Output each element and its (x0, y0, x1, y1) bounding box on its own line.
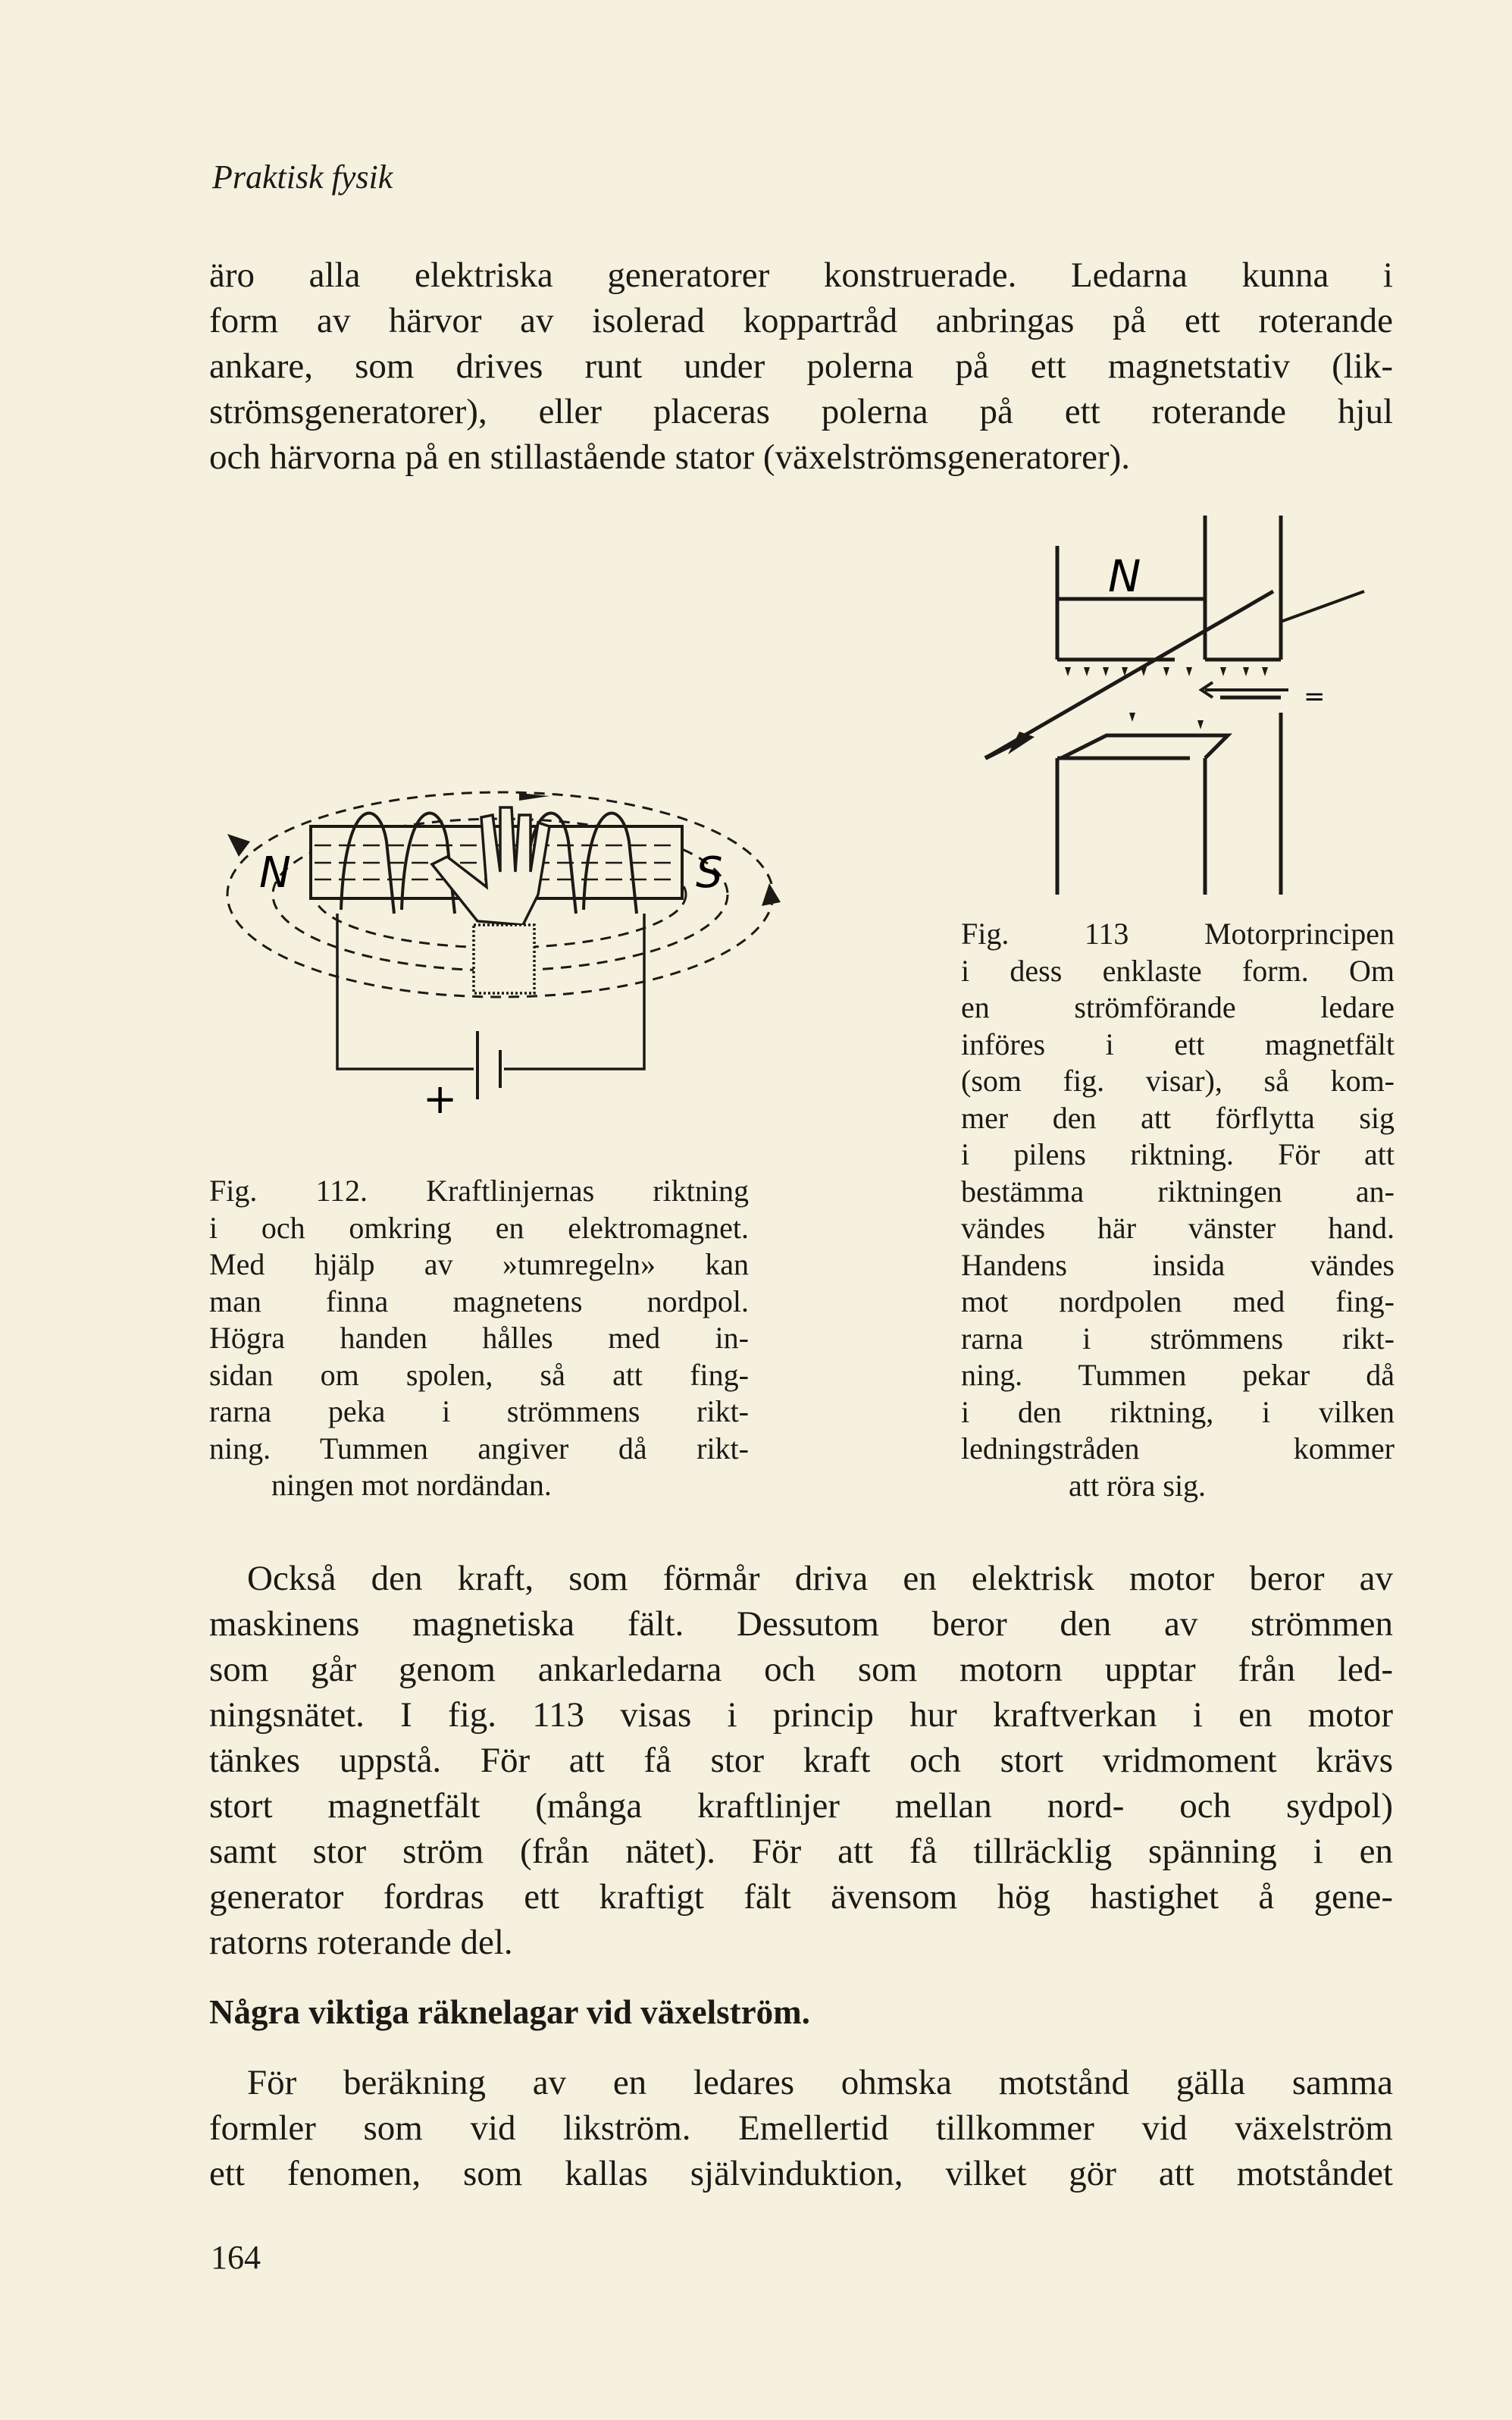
caption-line: i den riktning, i vilken (961, 1394, 1395, 1429)
text-line: äro alla elektriska generatorer konstruerade. Ledarna kunna i (209, 255, 1393, 295)
figure-113-motor-principle (978, 485, 1387, 910)
text-line: tänkes uppstå. För att få stor kraft och stort vridmoment krävs (209, 1741, 1393, 1780)
caption-line: Handens insida vändes (961, 1247, 1395, 1282)
caption-line: införes i ett magnetfält (961, 1027, 1395, 1061)
caption-line: att röra sig. (1069, 1468, 1207, 1503)
text-line: ankare, som drives runt under polerna på ett magnetstativ (lik- (209, 346, 1393, 386)
caption-line: Fig. 112. Kraftlinjernas riktning (209, 1174, 749, 1208)
text-line: strömsgeneratorer), eller placeras polerna på ett roterande hjul (209, 392, 1393, 431)
caption-line: ning. Tummen angiver då rikt- (209, 1431, 749, 1465)
field-arrow-icon (762, 883, 781, 906)
text-line: För beräkning av en ledares ohmska motstånd gälla samma (247, 2063, 1393, 2102)
running-header: Praktisk fysik (212, 158, 393, 196)
text-line: formler som vid likström. Emellertid tillkommer vid växelström (209, 2108, 1393, 2148)
figure-112-caption (209, 1173, 749, 1504)
text-line: ningsnätet. I fig. 113 visas i princip hur kraftverkan i en motor (209, 1695, 1393, 1735)
field-arrow-icon (227, 834, 250, 857)
intro-paragraph (209, 252, 1393, 480)
caption-line: i och omkring en elektromagnet. (209, 1210, 749, 1245)
caption-line: mer den att förflytta sig (961, 1100, 1395, 1135)
motor-paragraph (209, 1556, 1393, 1965)
caption-line: i dess enklaste form. Om (961, 953, 1395, 988)
caption-line: Med hjälp av »tumregeln» kan (209, 1247, 749, 1281)
ac-paragraph (209, 2060, 1393, 2196)
figure-113-caption (961, 916, 1395, 1504)
caption-line: ningen mot nordändan. (271, 1468, 552, 1502)
text-line: samt stor ström (från nätet). För att få tillräcklig spänning i en (209, 1832, 1393, 1871)
caption-line: ledningstråden kommer (961, 1431, 1395, 1465)
text-line: generator fordras ett kraftigt fält ävensom hög hastighet å gene- (209, 1877, 1393, 1917)
caption-line: rarna i strömmens rikt- (961, 1321, 1395, 1356)
text-line: stort magnetfält (många kraftlinjer mellan nord- och sydpol) (209, 1786, 1393, 1826)
caption-line: vändes här vänster hand. (961, 1211, 1395, 1245)
caption-line: Fig. 113 Motorprincipen (961, 917, 1395, 951)
caption-line: i pilens riktning. För att (961, 1137, 1395, 1171)
section-heading: Några viktiga räknelagar vid växelström. (209, 1993, 810, 2031)
north-pole-label: N (1108, 550, 1141, 602)
current-symbol-label: = (1304, 682, 1326, 712)
caption-line: sidan om spolen, så att fing- (209, 1357, 749, 1392)
text-line: som går genom ankarledarna och som motorn upptar från led- (209, 1650, 1393, 1689)
caption-line: rarna peka i strömmens rikt- (209, 1394, 749, 1428)
caption-line: mot nordpolen med fing- (961, 1284, 1395, 1318)
figure-112-electromagnet (205, 781, 796, 1137)
text-line: ett fenomen, som kallas självinduktion, vilket gör att motståndet (209, 2154, 1393, 2193)
text-line: Också den kraft, som förmår driva en elektrisk motor beror av (247, 1559, 1393, 1598)
text-line: och härvorna på en stillastående stator (växelströmsgeneratorer). (209, 437, 1130, 477)
caption-line: Högra handen hålles med in- (209, 1321, 749, 1355)
caption-line: man finna magnetens nordpol. (209, 1284, 749, 1318)
page-number: 164 (211, 2239, 261, 2276)
south-pole-label: S (696, 848, 723, 898)
motion-arrow-icon (1201, 682, 1288, 697)
text-line: maskinens magnetiska fält. Dessutom beror den av strömmen (209, 1604, 1393, 1644)
text-line: form av härvor av isolerad koppartråd anbringas på ett roterande (209, 301, 1393, 340)
caption-line: en strömförande ledare (961, 990, 1395, 1024)
caption-line: (som fig. visar), så kom- (961, 1064, 1395, 1098)
battery-plus-label: + (423, 1075, 458, 1123)
north-pole-label: N (259, 848, 291, 898)
text-line: ratorns roterande del. (209, 1923, 513, 1962)
caption-line: bestämma riktningen an- (961, 1174, 1395, 1208)
caption-line: ning. Tummen pekar då (961, 1358, 1395, 1392)
